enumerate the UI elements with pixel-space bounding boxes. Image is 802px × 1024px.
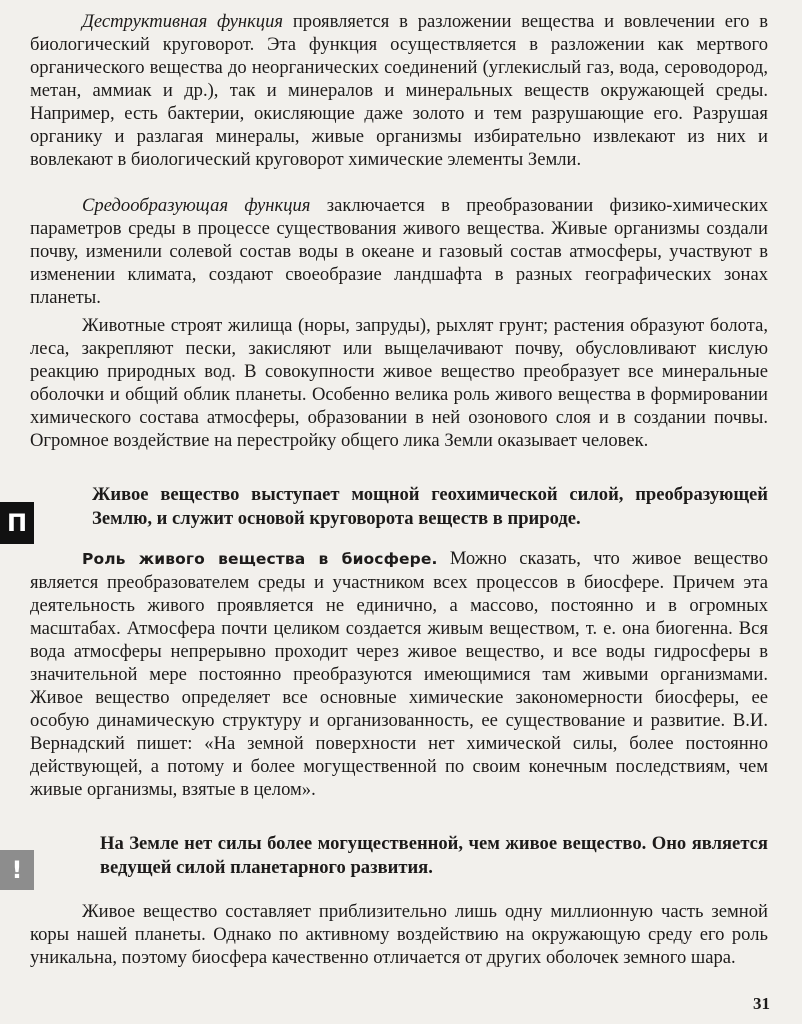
exclamation-marker-icon: ! [0,850,34,890]
page-number: 31 [753,994,770,1013]
term-destructive-function: Деструктивная функция [82,11,284,32]
paragraph-animals-plants: Животные строят жилища (норы, запруды), рыхлят грунт; растения образуют болота, леса, закрепляют пески, закисляют или выщелачивают почву, обусловливают кислую реакцию природных вод. В совокупности живое вещество преобразует все минеральные оболочки и общий облик планеты. Особенно велика роль живого вещества в формировании химического состава атмосферы, образовании в ней озонового слоя и в создании почвы. Огромное воздействие на перестройку общего лика Земли оказывает человек. [30,315,768,451]
paragraph-destructive-function: Деструктивная функция проявляется в разложении вещества и вовлечении его в биологический круговорот. Эта функция осуществляется в разложении как мертвого органического вещества до неорганических соединений (углекислый газ, вода, сероводород, метан, аммиак и др.), так и минералов и минеральных веществ окружающей среды. Например, есть бактерии, окисляющие даже золото и тем разрушающие его. Разрушая органику и разлагая минералы, живые организмы избирательно извлекают из них и вовлекают в биологический круговорот химические элементы Земли. [30,11,768,170]
callout-planetary-force: На Земле нет силы более могущественной, чем живое вещество. Оно является ведущей силой планетарного развития. [100,833,768,878]
paragraph-role-of-living-matter: Роль живого вещества в биосфере. Можно сказать, что живое вещество является преобразователем среды и участником всех процессов в биосфере. Причем эта деятельность живого проявляется не единично, а массово, постоянно и в огромных масштабах. Атмосфера почти целиком создается живым веществом, т. е. она биогенна. Вся вода атмосферы непрерывно проходит через живое вещество, и все воды гидросферы в значительной мере постоянно преобразуются имеющимися там живыми организмами. Живое вещество определяет все основные химические закономерности биосферы, ее особую динамическую структуру и организованность, ее существование и развитие. В.И. Вернадский пишет: «На земной поверхности нет химической силы, более постоянно действующей, а потому и более могущественной по своим конечным последствиям, чем живые организмы, взятые в целом». [30,548,768,800]
callout-geochemical-force: Живое вещество выступает мощной геохимической силой, преобразующей Землю, и служит основой круговорота веществ в природе. [92,484,768,529]
paragraph-environment-forming-function: Средообразующая функция заключается в преобразовании физико-химических параметров среды в процессе существования живого вещества. Живые организмы создали почву, изменили солевой состав воды в океане и газовый состав атмосферы, участвуют в изменении климата, создают своеобразие ландшафта в разных географических зонах планеты. [30,195,768,308]
paragraph-millionth-part: Живое вещество составляет приблизительно лишь одну миллионную часть земной коры нашей планеты. Однако по активному воздействию на окружающую среду его роль уникальна, поэтому биосфера качественно отличается от других оболочек земного шара. [30,901,768,968]
note-marker-icon: П [0,502,34,544]
section-lead-heading: Роль живого вещества в биосфере. [82,550,438,568]
term-environment-forming-function: Средообразующая функция [82,195,311,216]
